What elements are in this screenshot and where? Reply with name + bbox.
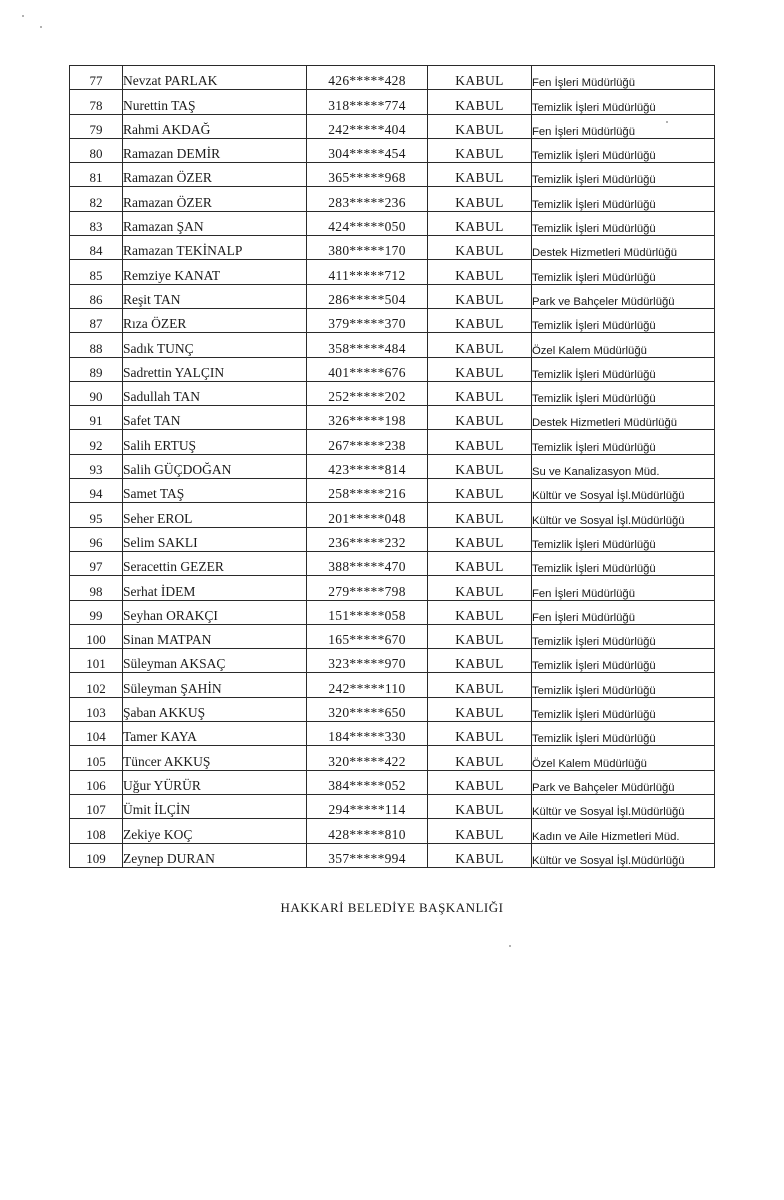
table-row [70,260,715,284]
row-number: 94 [70,479,123,503]
person-name: Salih GÜÇDOĞAN [123,454,307,478]
row-number: 100 [70,624,123,648]
row-number: 105 [70,746,123,770]
department-name: Özel Kalem Müdürlüğü [532,746,715,770]
row-number: 92 [70,430,123,454]
row-number: 91 [70,406,123,430]
person-name: Seracettin GEZER [123,551,307,575]
application-status: KABUL [428,794,532,818]
application-status: KABUL [428,406,532,430]
person-name: Nevzat PARLAK [123,66,307,90]
masked-id-number: 283*****236 [307,187,428,211]
application-status: KABUL [428,284,532,308]
person-name: Salih ERTUŞ [123,430,307,454]
department-name: Destek Hizmetleri Müdürlüğü [532,406,715,430]
application-status: KABUL [428,770,532,794]
masked-id-number: 294*****114 [307,794,428,818]
department-name: Temizlik İşleri Müdürlüğü [532,260,715,284]
table-row [70,430,715,454]
department-name: Fen İşleri Müdürlüğü [532,600,715,624]
person-name: Seher EROL [123,503,307,527]
application-status: KABUL [428,308,532,332]
application-status: KABUL [428,746,532,770]
masked-id-number: 304*****454 [307,138,428,162]
table-row [70,576,715,600]
masked-id-number: 320*****422 [307,746,428,770]
masked-id-number: 380*****170 [307,236,428,260]
row-number: 101 [70,649,123,673]
department-name: Temizlik İşleri Müdürlüğü [532,138,715,162]
application-status: KABUL [428,454,532,478]
application-status: KABUL [428,722,532,746]
application-status: KABUL [428,819,532,843]
department-name: Temizlik İşleri Müdürlüğü [532,624,715,648]
department-name: Kültür ve Sosyal İşl.Müdürlüğü [532,843,715,867]
masked-id-number: 365*****968 [307,163,428,187]
masked-id-number: 242*****110 [307,673,428,697]
table-row [70,187,715,211]
application-status: KABUL [428,381,532,405]
row-number: 103 [70,697,123,721]
applicant-table-body [70,66,715,868]
person-name: Tamer KAYA [123,722,307,746]
person-name: Ramazan TEKİNALP [123,236,307,260]
scan-speck [509,945,511,947]
institution-footer: HAKKARİ BELEDİYE BAŞKANLIĞI [280,900,504,915]
row-number: 84 [70,236,123,260]
row-number: 81 [70,163,123,187]
person-name: Şaban AKKUŞ [123,697,307,721]
row-number: 88 [70,333,123,357]
application-status: KABUL [428,333,532,357]
table-row [70,284,715,308]
table-row [70,722,715,746]
table-row [70,114,715,138]
person-name: Zekiye KOÇ [123,819,307,843]
masked-id-number: 401*****676 [307,357,428,381]
application-status: KABUL [428,66,532,90]
applicant-table [69,65,715,868]
table-row [70,406,715,430]
department-name: Kadın ve Aile Hizmetleri Müd. [532,819,715,843]
row-number: 77 [70,66,123,90]
masked-id-number: 184*****330 [307,722,428,746]
masked-id-number: 279*****798 [307,576,428,600]
masked-id-number: 326*****198 [307,406,428,430]
application-status: KABUL [428,138,532,162]
table-row [70,551,715,575]
masked-id-number: 318*****774 [307,90,428,114]
application-status: KABUL [428,114,532,138]
department-name: Temizlik İşleri Müdürlüğü [532,381,715,405]
department-name: Fen İşleri Müdürlüğü [532,66,715,90]
table-row [70,66,715,90]
application-status: KABUL [428,624,532,648]
masked-id-number: 151*****058 [307,600,428,624]
table-row [70,236,715,260]
department-name: Park ve Bahçeler Müdürlüğü [532,770,715,794]
masked-id-number: 286*****504 [307,284,428,308]
masked-id-number: 165*****670 [307,624,428,648]
table-row [70,843,715,867]
row-number: 80 [70,138,123,162]
table-row [70,138,715,162]
person-name: Sadrettin YALÇIN [123,357,307,381]
application-status: KABUL [428,236,532,260]
person-name: Selim SAKLI [123,527,307,551]
masked-id-number: 384*****052 [307,770,428,794]
table-row [70,819,715,843]
person-name: Samet TAŞ [123,479,307,503]
department-name: Temizlik İşleri Müdürlüğü [532,673,715,697]
row-number: 82 [70,187,123,211]
application-status: KABUL [428,843,532,867]
row-number: 87 [70,308,123,332]
table-row [70,381,715,405]
masked-id-number: 267*****238 [307,430,428,454]
application-status: KABUL [428,163,532,187]
person-name: Uğur YÜRÜR [123,770,307,794]
department-name: Park ve Bahçeler Müdürlüğü [532,284,715,308]
person-name: Ramazan DEMİR [123,138,307,162]
person-name: Sinan MATPAN [123,624,307,648]
row-number: 89 [70,357,123,381]
department-name: Temizlik İşleri Müdürlüğü [532,90,715,114]
table-row [70,746,715,770]
row-number: 108 [70,819,123,843]
masked-id-number: 379*****370 [307,308,428,332]
table-row [70,454,715,478]
table-row [70,600,715,624]
masked-id-number: 323*****970 [307,649,428,673]
table-row [70,649,715,673]
person-name: Safet TAN [123,406,307,430]
scan-speck [22,15,24,17]
application-status: KABUL [428,187,532,211]
department-name: Özel Kalem Müdürlüğü [532,333,715,357]
table-row [70,357,715,381]
application-status: KABUL [428,576,532,600]
row-number: 107 [70,794,123,818]
row-number: 78 [70,90,123,114]
row-number: 106 [70,770,123,794]
person-name: Remziye KANAT [123,260,307,284]
row-number: 85 [70,260,123,284]
person-name: Süleyman ŞAHİN [123,673,307,697]
masked-id-number: 258*****216 [307,479,428,503]
application-status: KABUL [428,600,532,624]
row-number: 96 [70,527,123,551]
department-name: Temizlik İşleri Müdürlüğü [532,697,715,721]
department-name: Destek Hizmetleri Müdürlüğü [532,236,715,260]
masked-id-number: 388*****470 [307,551,428,575]
masked-id-number: 426*****428 [307,66,428,90]
application-status: KABUL [428,90,532,114]
table-row [70,90,715,114]
person-name: Reşit TAN [123,284,307,308]
department-name: Temizlik İşleri Müdürlüğü [532,722,715,746]
department-name: Temizlik İşleri Müdürlüğü [532,163,715,187]
application-status: KABUL [428,211,532,235]
application-status: KABUL [428,527,532,551]
department-name: Temizlik İşleri Müdürlüğü [532,551,715,575]
department-name: Fen İşleri Müdürlüğü [532,114,715,138]
masked-id-number: 252*****202 [307,381,428,405]
department-name: Kültür ve Sosyal İşl.Müdürlüğü [532,479,715,503]
person-name: Nurettin TAŞ [123,90,307,114]
application-status: KABUL [428,697,532,721]
application-status: KABUL [428,260,532,284]
table-row [70,503,715,527]
row-number: 86 [70,284,123,308]
department-name: Kültür ve Sosyal İşl.Müdürlüğü [532,503,715,527]
person-name: Ramazan ÖZER [123,163,307,187]
application-status: KABUL [428,479,532,503]
masked-id-number: 201*****048 [307,503,428,527]
table-row [70,163,715,187]
scan-speck [40,26,42,28]
department-name: Temizlik İşleri Müdürlüğü [532,211,715,235]
department-name: Kültür ve Sosyal İşl.Müdürlüğü [532,794,715,818]
application-status: KABUL [428,551,532,575]
department-name: Temizlik İşleri Müdürlüğü [532,649,715,673]
department-name: Su ve Kanalizasyon Müd. [532,454,715,478]
application-status: KABUL [428,430,532,454]
masked-id-number: 428*****810 [307,819,428,843]
department-name: Temizlik İşleri Müdürlüğü [532,527,715,551]
masked-id-number: 423*****814 [307,454,428,478]
person-name: Serhat İDEM [123,576,307,600]
table-row [70,308,715,332]
table-row [70,770,715,794]
person-name: Sadık TUNÇ [123,333,307,357]
row-number: 98 [70,576,123,600]
masked-id-number: 411*****712 [307,260,428,284]
table-row [70,794,715,818]
department-name: Temizlik İşleri Müdürlüğü [532,357,715,381]
person-name: Zeynep DURAN [123,843,307,867]
person-name: Seyhan ORAKÇI [123,600,307,624]
masked-id-number: 320*****650 [307,697,428,721]
table-row [70,333,715,357]
row-number: 109 [70,843,123,867]
row-number: 95 [70,503,123,527]
masked-id-number: 358*****484 [307,333,428,357]
masked-id-number: 357*****994 [307,843,428,867]
masked-id-number: 242*****404 [307,114,428,138]
row-number: 104 [70,722,123,746]
row-number: 102 [70,673,123,697]
department-name: Temizlik İşleri Müdürlüğü [532,308,715,332]
department-name: Temizlik İşleri Müdürlüğü [532,430,715,454]
table-row [70,673,715,697]
table-row [70,211,715,235]
table-row [70,697,715,721]
row-number: 79 [70,114,123,138]
application-status: KABUL [428,673,532,697]
person-name: Ümit İLÇİN [123,794,307,818]
table-row [70,624,715,648]
row-number: 83 [70,211,123,235]
person-name: Ramazan ŞAN [123,211,307,235]
person-name: Tüncer AKKUŞ [123,746,307,770]
row-number: 93 [70,454,123,478]
row-number: 90 [70,381,123,405]
masked-id-number: 236*****232 [307,527,428,551]
row-number: 99 [70,600,123,624]
department-name: Temizlik İşleri Müdürlüğü [532,187,715,211]
table-row [70,479,715,503]
person-name: Sadullah TAN [123,381,307,405]
application-status: KABUL [428,649,532,673]
department-name: Fen İşleri Müdürlüğü [532,576,715,600]
person-name: Ramazan ÖZER [123,187,307,211]
table-row [70,527,715,551]
person-name: Rıza ÖZER [123,308,307,332]
masked-id-number: 424*****050 [307,211,428,235]
application-status: KABUL [428,357,532,381]
person-name: Rahmi AKDAĞ [123,114,307,138]
application-status: KABUL [428,503,532,527]
person-name: Süleyman AKSAÇ [123,649,307,673]
row-number: 97 [70,551,123,575]
